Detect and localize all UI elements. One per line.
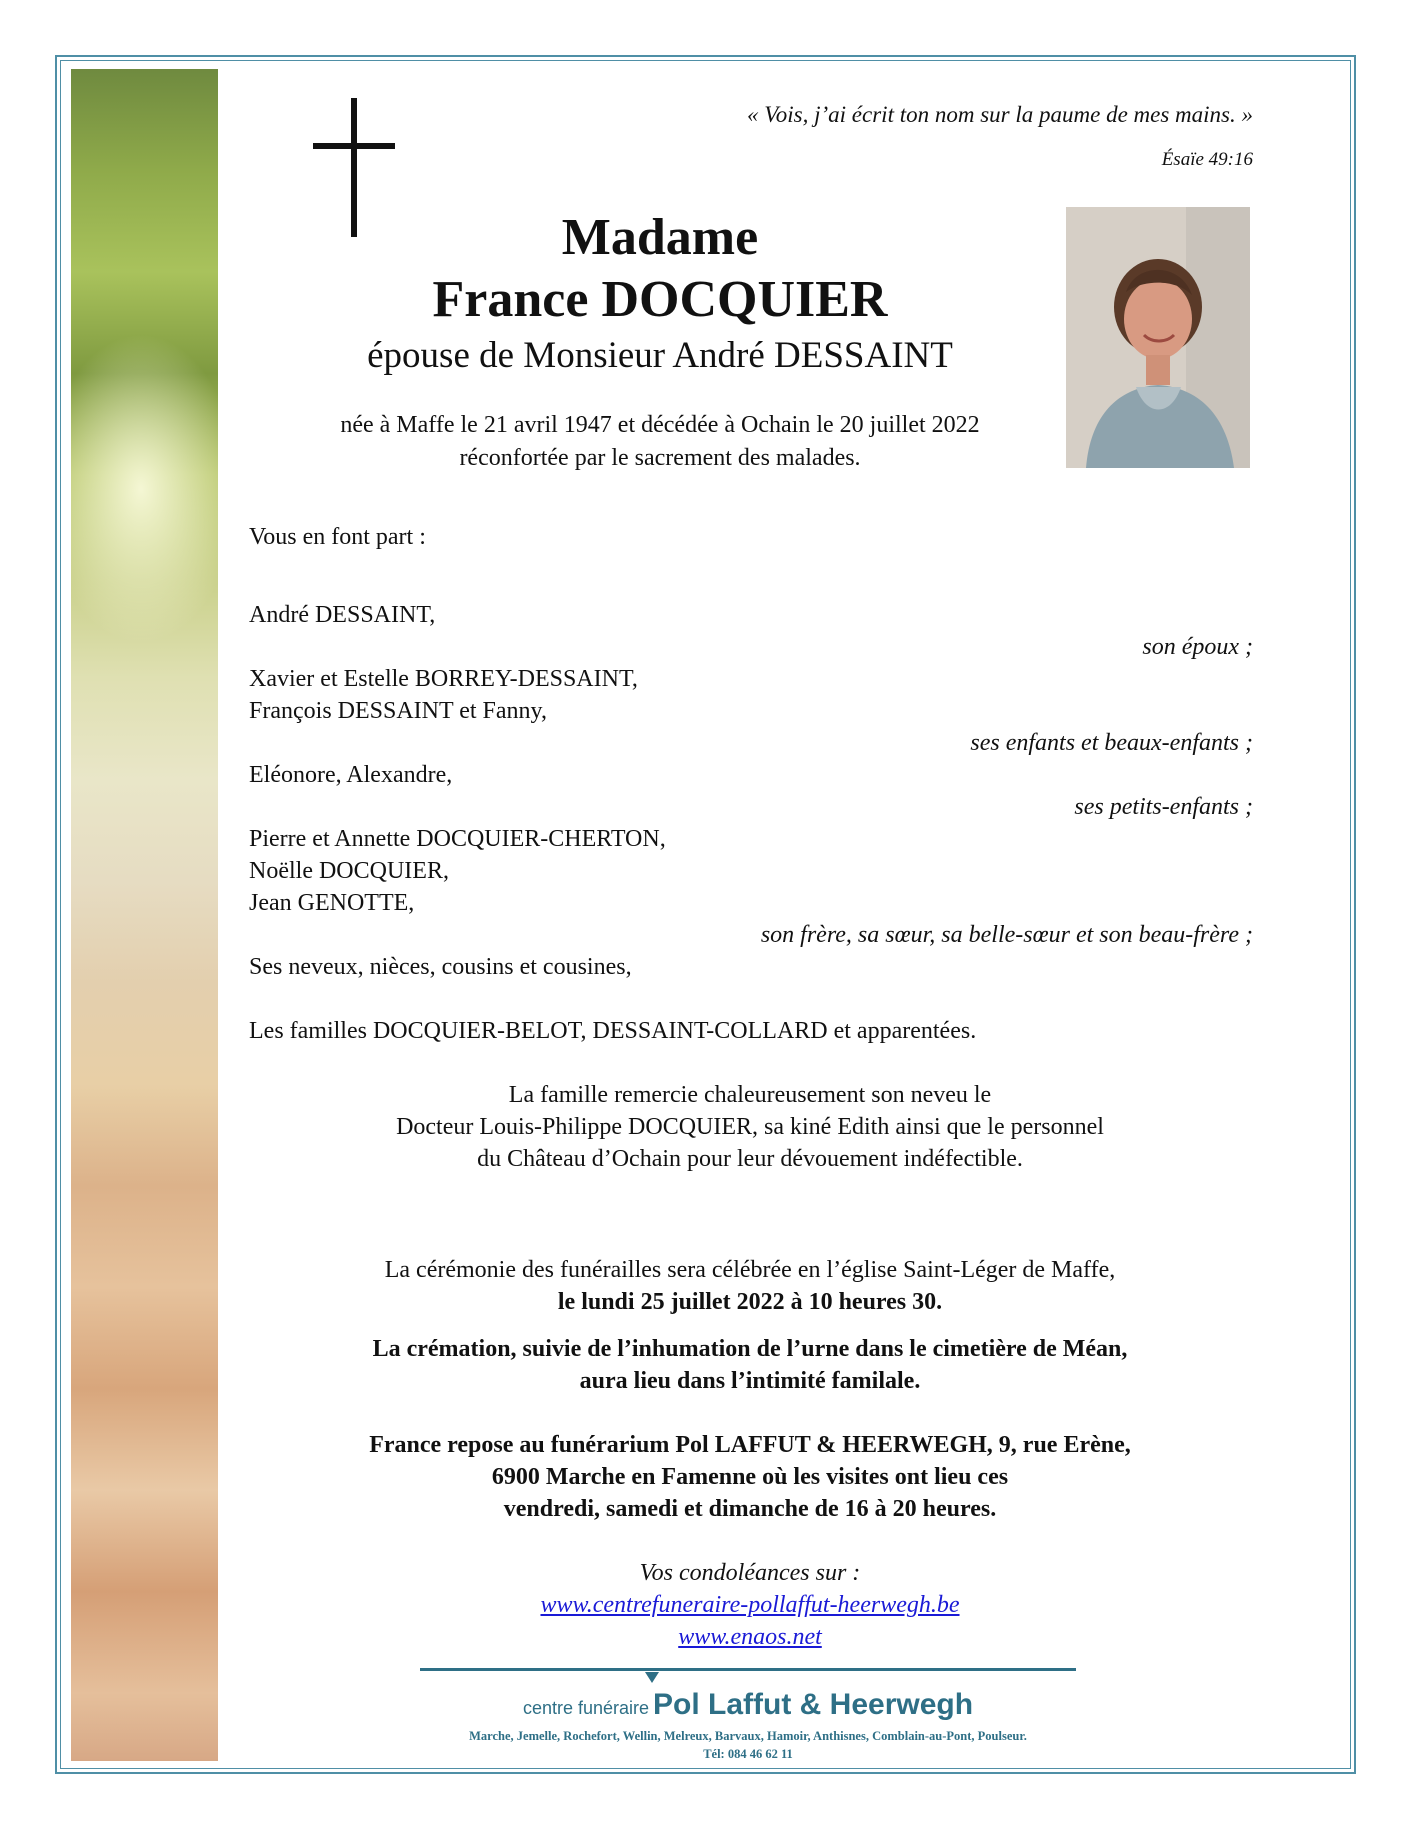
family-names-spouse [249,599,435,631]
family-name: Pierre et Annette DOCQUIER-CHERTON, [249,826,666,852]
bible-quote: « Vois, j’ai écrit ton nom sur la paume de mes mains. » [747,102,1253,127]
family-name: Jean GENOTTE, [249,890,415,916]
extended-family-line: Ses neveux, nièces, cousins et cousines, [249,954,632,980]
ceremony-date: le lundi 25 juillet 2022 à 10 heures 30. [557,1289,943,1315]
logo-triangle-icon [645,1672,659,1683]
footer-divider [420,1668,1076,1671]
deceased-name: France DOCQUIER [432,271,888,328]
relation-siblings: son frère, sa sœur, sa belle-sœur et son beau-frère ; [760,922,1253,948]
sacrament-line: réconfortée par le sacrement des malades. [459,445,861,471]
families-line: Les familles DOCQUIER-BELOT, DESSAINT-COLLARD et apparentées. [249,1018,977,1044]
relation-grandchildren: ses petits-enfants ; [1074,794,1253,820]
cross-horizontal-bar [313,143,395,149]
cremation-block [230,1333,1270,1397]
portrait-photo [1066,207,1250,468]
portrait-drawing [1066,207,1250,468]
funeral-home-logo [420,1688,1076,1722]
ceremony-block [230,1254,1270,1318]
visitation-line: France repose au funérarium Pol LAFFUT & HEERWEGH, 9, rue Erène, [369,1432,1131,1458]
dates-block [230,409,1090,475]
family-name: Eléonore, Alexandre, [249,762,453,788]
condolences-link-enaos[interactable]: www.enaos.net [678,1624,822,1650]
dates-line: née à Maffe le 21 avril 1947 et décédée à Ochain le 20 juillet 2022 [340,412,980,438]
salutation: Madame [561,209,759,266]
family-names-siblings [249,823,666,919]
visitation-line: vendredi, samedi et dimanche de 16 à 20 heures. [503,1496,997,1522]
family-names-children [249,663,638,727]
family-names-grandchildren [249,759,452,791]
brand-name: Pol Laffut & Heerwegh [653,1688,974,1721]
family-name: André DESSAINT, [249,602,436,628]
cremation-line: La crémation, suivie de l’inhumation de l’urne dans le cimetière de Méan, [372,1336,1128,1362]
family-name: Noëlle DOCQUIER, [249,858,449,884]
intro-line: Vous en font part : [249,524,426,550]
thanks-block [230,1079,1270,1175]
thanks-line: du Château d’Ochain pour leur dévouement indéfectible. [477,1146,1023,1172]
cremation-line: aura lieu dans l’intimité familale. [579,1368,921,1394]
brand-prefix: centre funéraire [522,1698,650,1718]
family-name: François DESSAINT et Fanny, [249,698,547,724]
forest-path-photo [71,69,218,1761]
bible-quote-reference: Ésaïe 49:16 [1161,149,1253,170]
spouse-line: épouse de Monsieur André DESSAINT [367,335,953,376]
visitation-block [230,1429,1270,1525]
thanks-line: La famille remercie chaleureusement son neveu le [508,1082,992,1108]
condolences-block [230,1557,1270,1653]
visitation-line: 6900 Marche en Famenne où les visites ont lieu ces [491,1464,1009,1490]
family-name: Xavier et Estelle BORREY-DESSAINT, [249,666,638,692]
footer-towns: Marche, Jemelle, Rochefort, Wellin, Melreux, Barvaux, Hamoir, Anthisnes, Comblain-au-Pont, Poulseur. [469,1729,1027,1743]
footer-phone: Tél: 084 46 62 11 [703,1747,793,1761]
condolences-label: Vos condoléances sur : [639,1560,861,1586]
thanks-line: Docteur Louis-Philippe DOCQUIER, sa kiné Edith ainsi que le personnel [396,1114,1104,1140]
condolences-link-funeral-home[interactable]: www.centrefuneraire-pollaffut-heerwegh.be [540,1592,960,1618]
ceremony-line: La cérémonie des funérailles sera célébrée en l’église Saint-Léger de Maffe, [384,1257,1116,1283]
relation-children: ses enfants et beaux-enfants ; [970,730,1253,756]
relation-spouse: son époux ; [1142,634,1253,660]
